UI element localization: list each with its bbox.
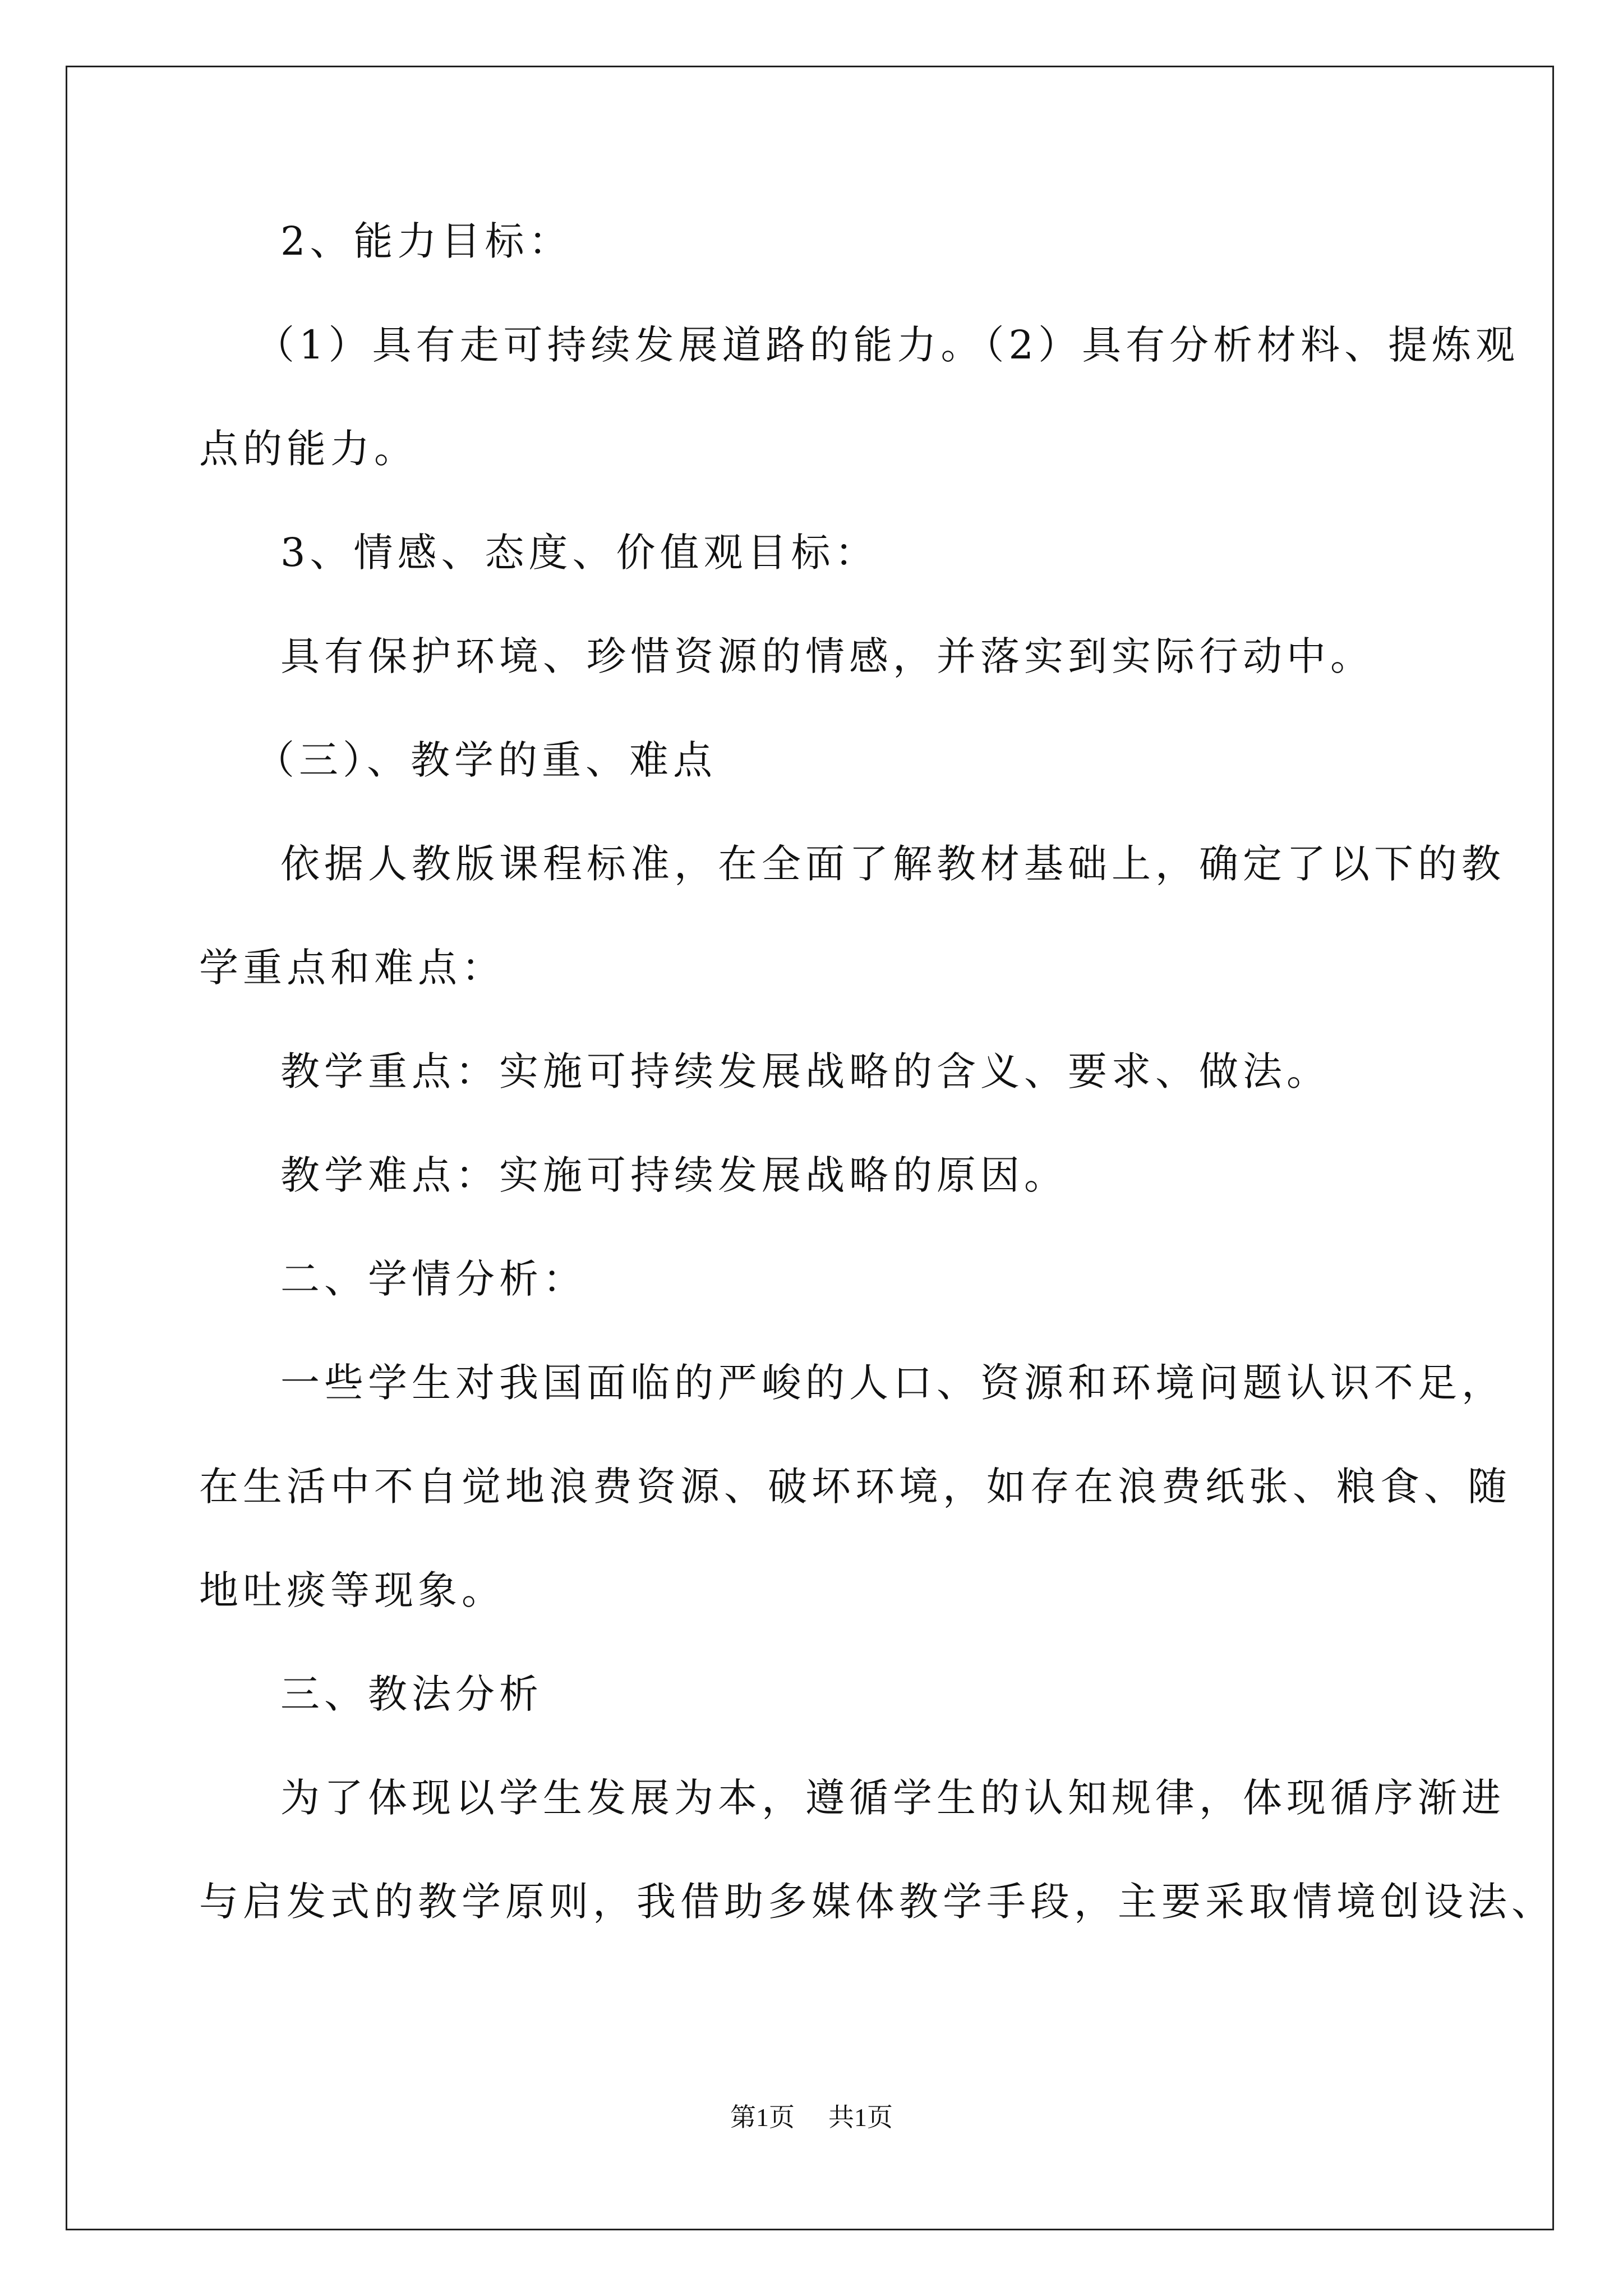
paragraph-line: 依据人教版课程标准，在全面了解教材基础上，确定了以下的教 [280, 841, 1505, 887]
page-number: 第1页 [730, 2103, 795, 2132]
paragraph-line: 一些学生对我国面临的严峻的人口、资源和环境问题认识不足， [280, 1360, 1505, 1406]
paragraph-line: 地吐痰等现象。 [199, 1567, 505, 1613]
heading-student-analysis: 二、学情分析： [280, 1256, 587, 1302]
paragraph-line: （1）具有走可持续发展道路的能力。（2）具有分析材料、提炼观 [255, 322, 1520, 368]
paragraph-line: 教学难点：实施可持续发展战略的原因。 [280, 1152, 1068, 1198]
paragraph-line: 在生活中不自觉地浪费资源、破坏环境，如存在浪费纸张、粮食、随 [199, 1464, 1511, 1510]
paragraph-line: 与启发式的教学原则，我借助多媒体教学手段，主要采取情境创设法、 [199, 1879, 1555, 1925]
heading-ability-goals: 2、能力目标： [280, 218, 573, 264]
heading-key-points: （三）、教学的重、难点 [255, 737, 717, 783]
paragraph-line: 教学重点：实施可持续发展战略的含义、要求、做法。 [280, 1048, 1330, 1094]
page-total: 共1页 [828, 2103, 893, 2132]
heading-teaching-method: 三、教法分析 [280, 1671, 543, 1717]
paragraph-line: 点的能力。 [199, 426, 418, 472]
page-footer [0, 2101, 1623, 2134]
heading-emotion-goals: 3、情感、态度、价值观目标： [280, 530, 879, 576]
paragraph-line: 具有保护环境、珍惜资源的情感，并落实到实际行动中。 [280, 633, 1374, 679]
paragraph-line: 为了体现以学生发展为本，遵循学生的认知规律，体现循序渐进 [280, 1775, 1505, 1821]
paragraph-line: 学重点和难点： [199, 945, 505, 991]
